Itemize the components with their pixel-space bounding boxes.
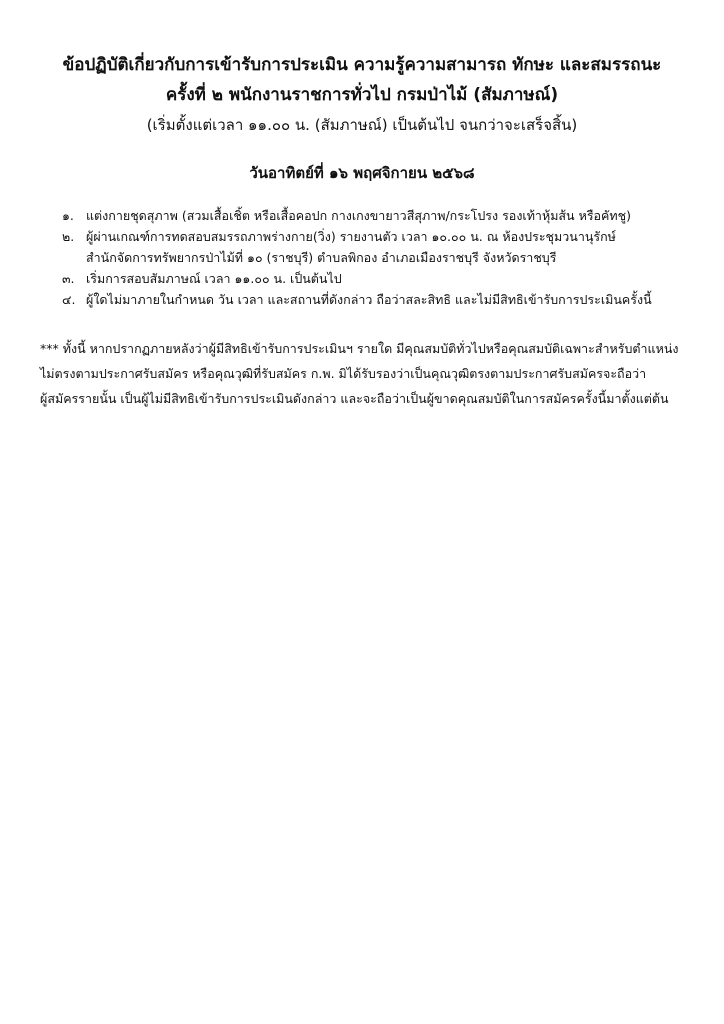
- note-line: ผู้สมัครรายนั้น เป็นผู้ไม่มีสิทธิเข้ารับการประเมินดังกล่าว และจะถือว่าเป็นผู้ขาดคุณสมบัติในการสมัครครั้งนี้มาตั้งแต่ต้น: [40, 391, 669, 406]
- rule-text-line: ผู้ผ่านเกณฑ์การทดสอบสมรรถภาพร่างกาย(วิ่ง) รายงานตัว เวลา ๑๐.๐๐ น. ณ ห้องประชุมวนานุรักษ์: [86, 229, 616, 244]
- rule-item-4: [62, 289, 682, 310]
- exam-date: วันอาทิตย์ที่ ๑๖ พฤศจิกายน ๒๕๖๘: [249, 164, 475, 182]
- rule-item-3: [62, 268, 682, 289]
- rule-number: ๑.: [62, 208, 74, 223]
- note-line: ไม่ตรงตามประกาศรับสมัคร หรือคุณวุฒิที่รับสมัคร ก.พ. มิได้รับรองว่าเป็นคุณวุฒิตรงตามประกาศรับสมัครจะถือว่า: [40, 366, 647, 381]
- document-header: [40, 50, 684, 140]
- eligibility-note: [40, 336, 690, 411]
- rule-text: [86, 205, 682, 226]
- rule-number: ๔.: [62, 292, 76, 307]
- rule-item-2: [62, 226, 682, 268]
- document-subtitle: (เริ่มตั้งแต่เวลา ๑๑.๐๐ น. (สัมภาษณ์) เป็นต้นไป จนกว่าจะเสร็จสิ้น): [146, 116, 578, 134]
- rule-text-line: เริ่มการสอบสัมภาษณ์ เวลา ๑๑.๐๐ น. เป็นต้นไป: [86, 271, 342, 286]
- note-line: *** ทั้งนี้ หากปรากฏภายหลังว่าผู้มีสิทธิเข้ารับการประเมินฯ รายใด มีคุณสมบัติทั่วไปหรือคุณสมบัติเฉพาะสำหรับตำแหน่ง: [40, 341, 679, 356]
- document-title-line-2: ครั้งที่ ๒ พนักงานราชการทั่วไป กรมป่าไม้ (สัมภาษณ์): [165, 85, 559, 105]
- rule-number: ๒.: [62, 229, 75, 244]
- rule-number: ๓.: [62, 271, 75, 286]
- rules-list: [62, 205, 682, 310]
- rule-text: [86, 226, 682, 268]
- rule-text-line: แต่งกายชุดสุภาพ (สวมเสื้อเชิ้ต หรือเสื้อคอปก กางเกงขายาวสีสุภาพ/กระโปรง รองเท้าหุ้มส้น หรือคัทชู): [86, 208, 632, 223]
- rule-text: [86, 268, 682, 289]
- rule-item-1: [62, 205, 682, 226]
- rule-text-line: สำนักจัดการทรัพยากรป่าไม้ที่ ๑๐ (ราชบุรี) ตำบลพิกอง อำเภอเมืองราชบุรี จังหวัดราชบุรี: [86, 250, 557, 265]
- rule-text-line: ผู้ใดไม่มาภายในกำหนด วัน เวลา และสถานที่ดังกล่าว ถือว่าสละสิทธิ และไม่มีสิทธิเข้ารับการประเมินครั้งนี้: [86, 292, 652, 307]
- rule-text: [86, 289, 682, 310]
- document-title-line-1: ข้อปฏิบัติเกี่ยวกับการเข้ารับการประเมิน ความรู้ความสามารถ ทักษะ และสมรรถนะ: [62, 55, 662, 75]
